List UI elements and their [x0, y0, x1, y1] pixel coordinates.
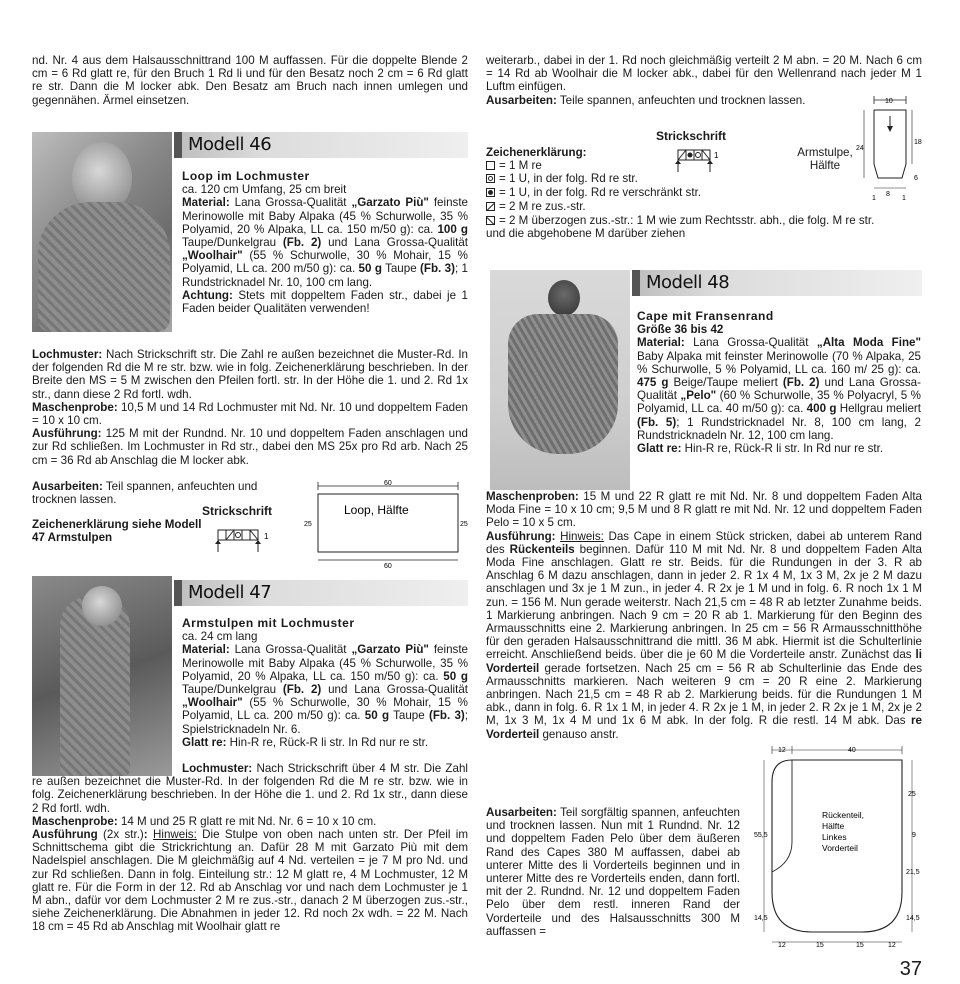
cape-dim-bot-1: 12: [778, 942, 786, 949]
cape-dim-right-1: 25: [908, 791, 916, 798]
model-46-legend-ref: Zeichenerklärung siehe Modell 47 Armstulpen: [32, 518, 202, 545]
cape-dim-right-3: 21,5: [906, 869, 920, 876]
cape-label-1: Rückenteil,: [822, 810, 865, 820]
model-47-photo: [32, 576, 172, 776]
model-48-photo: [490, 270, 630, 490]
col2-continuation: weiterarb., dabei in der 1. Rd noch gleichmäßig verteilt 2 M abn. = 20 M. Nach 6 cm = 14 Rd ab Woolhair die M locker abk., dabei für den Wellenrand nach jeder M 1 Luftm einfügen. Ausarbeiten: Teile spannen, anfeuchten und trocknen lassen.: [486, 54, 922, 107]
arm-dim-b3: 1: [902, 195, 906, 202]
model-48-size: Größe 36 bis 42: [637, 323, 724, 337]
intro-text: nd. Nr. 4 aus dem Halsausschnittrand 100 M auffassen. Für die doppelte Blende 2 cm = 6 Rd glatt re, für den Bruch 1 Rd li und für den Besatz noch 2 cm = 6 Rd glatt re str. Dann die M locker abk. Den Besatz am Bruch nach innen umlegen und gegennähen. Ärmel einsetzen.: [32, 54, 468, 107]
model-46-stitch-chart: [212, 524, 272, 554]
model-47-lochmuster: Lochmuster: Nach Strickschrift über 4 M str. Die Zahl re außen bezeichnet die Muster-Rd. In der folgenden Rd die M re str. bzw. wie in folg. Zeichenerklärung beschrieben. In der Höhe die 1. und 2. Rd 1x str., dann diese 2 Rd fortl. wdh.: [32, 762, 468, 815]
model-47-header: [174, 580, 468, 606]
cape-dim-top-1: 12: [778, 747, 786, 754]
cape-dim-top-2: 40: [848, 747, 856, 754]
model-46-ausarbeiten: Ausarbeiten: Teil spannen, anfeuchten und trocknen lassen.: [32, 480, 258, 507]
cape-dim-right-2: 9: [912, 832, 916, 839]
cape-dim-left-1: 55,5: [754, 832, 768, 839]
legend-row-4: = 2 M re zus.-str.: [486, 200, 586, 213]
model-48-glatt: Glatt re: Hin-R re, Rück-R li str. In Rd nur re str.: [637, 442, 884, 456]
model-48-material: Material: Lana Grossa-Qualität „Alta Moda Fine" Baby Alpaka mit feinster Merinowolle (70 % Alpaka, 25 % Schurwolle, 5 % Polyamid, LL ca. 160 m/ 25 g): ca. 475 g Beige/Taupe meliert (Fb. 2) und Lana Grossa-Qualität „Pelo" (60 % Schurwolle, 35 % Polyacryl, 5 % Polyamid, LL ca. 40 m/50 g): ca. 400 g Hellgrau meliert (Fb. 5); 1 Rundstricknadel Nr. 8, 100 cm lang, 2 Rundstricknadeln Nr. 12, 100 cm lang.: [637, 336, 922, 442]
model-46-chart-title: Strickschrift: [202, 504, 273, 518]
model-47-material: Material: Lana Grossa-Qualität „Garzato Più" feinste Merinowolle mit Baby Alpaka (45 % Schurwolle, 35 % Polyamid, 20 % Alpaka, LL ca. 150 m/50 g): ca. 50 g Taupe/Dunkelgrau (Fb. 2) und Lana Grossa-Qualität „Woolhair" (55 % Schurwolle, 30 % Mohair, 15 % Polyamid, LL ca. 200 m/50 g): ca. 50 g Taupe (Fb. 3); Spielstricknadeln Nr. 6.: [182, 643, 469, 736]
arm-dim-b2: 8: [886, 191, 890, 198]
armstulpe-schema: [852, 92, 932, 204]
model-46-achtung: Achtung: Stets mit doppeltem Faden str., dabei je 1 Faden beider Qualitäten verwenden!: [182, 288, 468, 316]
cape-dim-left-2: 14,5: [754, 915, 768, 922]
model-46-loop-schema: [300, 478, 470, 570]
legend-row-5: = 2 M überzogen zus.-str.: 1 M wie zum Rechtsstr. abh., die folg. M re str. und die abgehobene M darüber ziehen: [486, 214, 875, 241]
cape-dim-bot-3: 15: [856, 942, 864, 949]
model-48-subtitle: Cape mit Fransenrand: [637, 309, 774, 323]
model-47-body: [32, 762, 468, 934]
cape-label-3: Linkes: [822, 832, 847, 842]
cape-dim-bot-4: 12: [888, 942, 896, 949]
model-46-size: ca. 120 cm Umfang, 25 cm breit: [182, 183, 347, 197]
model-46-ausfuehrung: Ausführung: 125 M mit der Rundnd. Nr. 10 und doppeltem Faden anschlagen und zur Rd schließen. Im Lochmuster in Rd str., dabei den MS 25x pro Rd arb. Nach 25 cm = 36 Rd ab Anschlag die M locker abk.: [32, 427, 468, 467]
model-47-spec: [182, 617, 468, 749]
model-46-chart-row: 1: [264, 532, 269, 541]
model-47-maschenprobe: Maschenprobe: 14 M und 25 R glatt re mit Nd. Nr. 6 = 10 x 10 cm.: [32, 814, 377, 828]
model-48-body: [486, 490, 922, 741]
arm-dim-b1: 1: [872, 195, 876, 202]
cape-schema: [752, 742, 932, 952]
model-48-spec: [637, 310, 921, 455]
model-46-material: Material: Lana Grossa-Qualität „Garzato Più" feinste Merinowolle mit Baby Alpaka (45 % Schurwolle, 35 % Polyamid, 20 % Alpaka, LL ca. 150 m/50 g): ca. 100 g Taupe/Dunkelgrau (Fb. 2) und Lana Grossa-Qualität „Woolhair" (55 % Schurwolle, 30 % Mohair, 15 % Polyamid, LL ca. 200 m/50 g): ca. 50 g Taupe (Fb. 3); 1 Rundstricknadel Nr. 10, 100 cm lang.: [182, 196, 469, 289]
arm-dim-left: 24: [856, 145, 864, 152]
loop-dim-left: 25: [304, 521, 312, 528]
legend-row-3: = 1 U, in der folg. Rd re verschränkt str.: [486, 186, 701, 199]
cape-label-4: Vorderteil: [822, 843, 858, 853]
cape-dim-bot-2: 15: [816, 942, 824, 949]
skp-icon: [486, 216, 495, 225]
model-48-ausfuehrung: Ausführung: Hinweis: Das Cape in einem Stück stricken, dabei ab unterem Rand des Rückenteils beginnen. Dafür 110 M mit Nd. Nr. 8 und doppeltem Faden Alta Moda Fine anschlagen. Glatt re str. Beids. für die Rundungen in der 3. R ab Anschlag 6 M dazu anschlagen, dann in jeder 2. R 1x 4 M, 1x 3 M, 2x je 2 M dazu anschlagen und 3x je 1 M zun., in jeder 4. R 2x je 1 M und in folg. 6. R noch 1x 1 M zun. = 156 M. Nun gerade weiterstr. Nach 21,5 cm = 48 R ab letzter Zunahme beids. 1 Markierung anbringen. Nach 9 cm = 20 R ab 1. Markierung für den Beginn des Armausschnitts eine 2. Markierung anbringen. In 25 cm = 56 R Armausschnitthöhe für den geraden Halsausschnittrand die mittl. 36 M abk. Hiermit ist die Schulterlinie erreicht. Anschließend beids. über die je 60 M die Vorderteile anstr. Zunächst das li Vorderteil gerade fortsetzen. Nach 25 cm = 56 R ab Schulterlinie das Ende des Armausschnitts markieren. Nach weiteren 9 cm = 20 R eine 2. Markierung anbringen. Nach 21,5 cm = 48 R ab 2. Markierung beids. für die Rundungen 1 M abk., dann in folg. 6. R 1x 1 M, in jeder 4. R 2x je 1 M, in jeder 2. R 2x je 1 M, 2x je 2 M, 1x 3 M, 1x 4 M und 1x 6 M abk. In der folg. R die restl. 14 M abk. Das re Vorderteil genauso anstr.: [486, 529, 922, 741]
loop-dim-right: 25: [460, 521, 468, 528]
model-46-header: [174, 132, 468, 158]
model-46-spec: [182, 170, 468, 315]
model-47-size: ca. 24 cm lang: [182, 630, 258, 644]
model-46-title: Modell 46: [188, 134, 272, 155]
model-46-lochmuster: Lochmuster: Nach Strickschrift str. Die Zahl re außen bezeichnet die Muster-Rd. In der folgenden Rd die M re str. bzw. wie in folg. Zeichenerklärung beschrieben. In der Breite den MS = 5 M zwischen den Pfeilen fortl. str. In der Höhe die 1. und 2. Rd 1x str., dann diese 2 Rd fortl. wdh.: [32, 348, 468, 401]
model-47-title: Modell 47: [188, 582, 272, 603]
yarn-over-twisted-icon: [486, 188, 495, 197]
model-46-maschenprobe: Maschenprobe: 10,5 M und 14 Rd Lochmuster mit Nd. Nr. 10 und doppeltem Faden = 10 x 10 cm.: [32, 400, 468, 428]
page-number: 37: [899, 958, 922, 980]
model-48-maschenprobe: Maschenproben: 15 M und 22 R glatt re mit Nd. Nr. 8 und doppeltem Faden Alta Moda Fine = 10 x 10 cm; 9,5 M und 8 R glatt re mit Nd. Nr. 12 und doppeltem Faden Pelo = 10 x 5 cm.: [486, 490, 922, 530]
model-46-body: [32, 348, 468, 467]
loop-dim-top: 60: [384, 480, 392, 487]
model-47-glatt: Glatt re: Hin-R re, Rück-R li str. In Rd nur re str.: [182, 735, 429, 749]
col2-chart-title: Strickschrift: [656, 129, 727, 143]
model-47-ausfuehrung: Ausführung (2x str.): Hinweis: Die Stulpe von oben nach unten str. Der Pfeil im Schnittschema gibt die Strickrichtung an. Dafür 28 M mit Garzato Più mit dem Nadelspiel anschlagen. Die M gleichmäßig auf 4 Nd. verteilen = je 7 M pro Nd. und zur Rd schließen. Dann in folg. Einteilung str.: 12 M glatt re, 4 M Lochmuster, 12 M glatt re. Für die Form in der 12. Rd ab Anschlag vor und nach dem Lochmuster je 1 M abn., dafür vor dem Lochmuster 2 M re zus.-str., danach 2 M überzogen zus.-str., siehe Zeichenerklärung. Die Abnahmen in jeder 12. Rd noch 2x wdh. = 22 M. Nach 18 cm = 45 Rd ab Anschlag mit Woolhair glatt re: [32, 828, 469, 934]
knit-stitch-icon: [486, 161, 495, 170]
model-46-photo: [32, 132, 172, 332]
arm-dim-top: 10: [885, 98, 893, 105]
model-48-header: [632, 270, 922, 296]
model-48-title: Modell 48: [646, 272, 730, 293]
model-47-stitch-chart: [672, 146, 732, 174]
model-46-subtitle: Loop im Lochmuster: [182, 169, 310, 183]
legend-row-1: = 1 M re: [486, 159, 542, 172]
arm-dim-r2: 6: [914, 175, 918, 182]
model-48-ausarbeiten: Ausarbeiten: Teil sorgfältig spannen, anfeuchten und trocknen lassen. Nun mit 1 Rundnd. Nr. 12 und doppeltem Faden Pelo über dem äußeren Rand des Capes 380 M auffassen, dabei ab unterer Mitte des li Vorderteils beginnen und in unterer Mitte des re Vorderteils enden, dann fortl. mit der 2. Rundnd. Nr. 12 und doppeltem Faden Pelo über dem restl. inneren Rand der Vorderteile und des Halsausschnitts 300 M auffassen =: [486, 806, 740, 938]
k2tog-icon: [486, 202, 495, 211]
loop-label: Loop, Hälfte: [344, 503, 409, 517]
arm-dim-r1: 18: [914, 139, 922, 146]
legend-title: Zeichenerklärung:: [486, 146, 587, 159]
cape-label-2: Hälfte: [822, 821, 845, 831]
yarn-over-icon: [486, 174, 495, 183]
cape-dim-right-4: 14,5: [906, 915, 920, 922]
model-47-subtitle: Armstulpen mit Lochmuster: [182, 616, 355, 630]
legend-row-2: = 1 U, in der folg. Rd re str.: [486, 172, 638, 185]
loop-dim-bottom: 60: [384, 563, 392, 570]
model-47-chart-row: 1: [714, 151, 719, 160]
arm-label: Armstulpe, Hälfte: [797, 146, 853, 173]
